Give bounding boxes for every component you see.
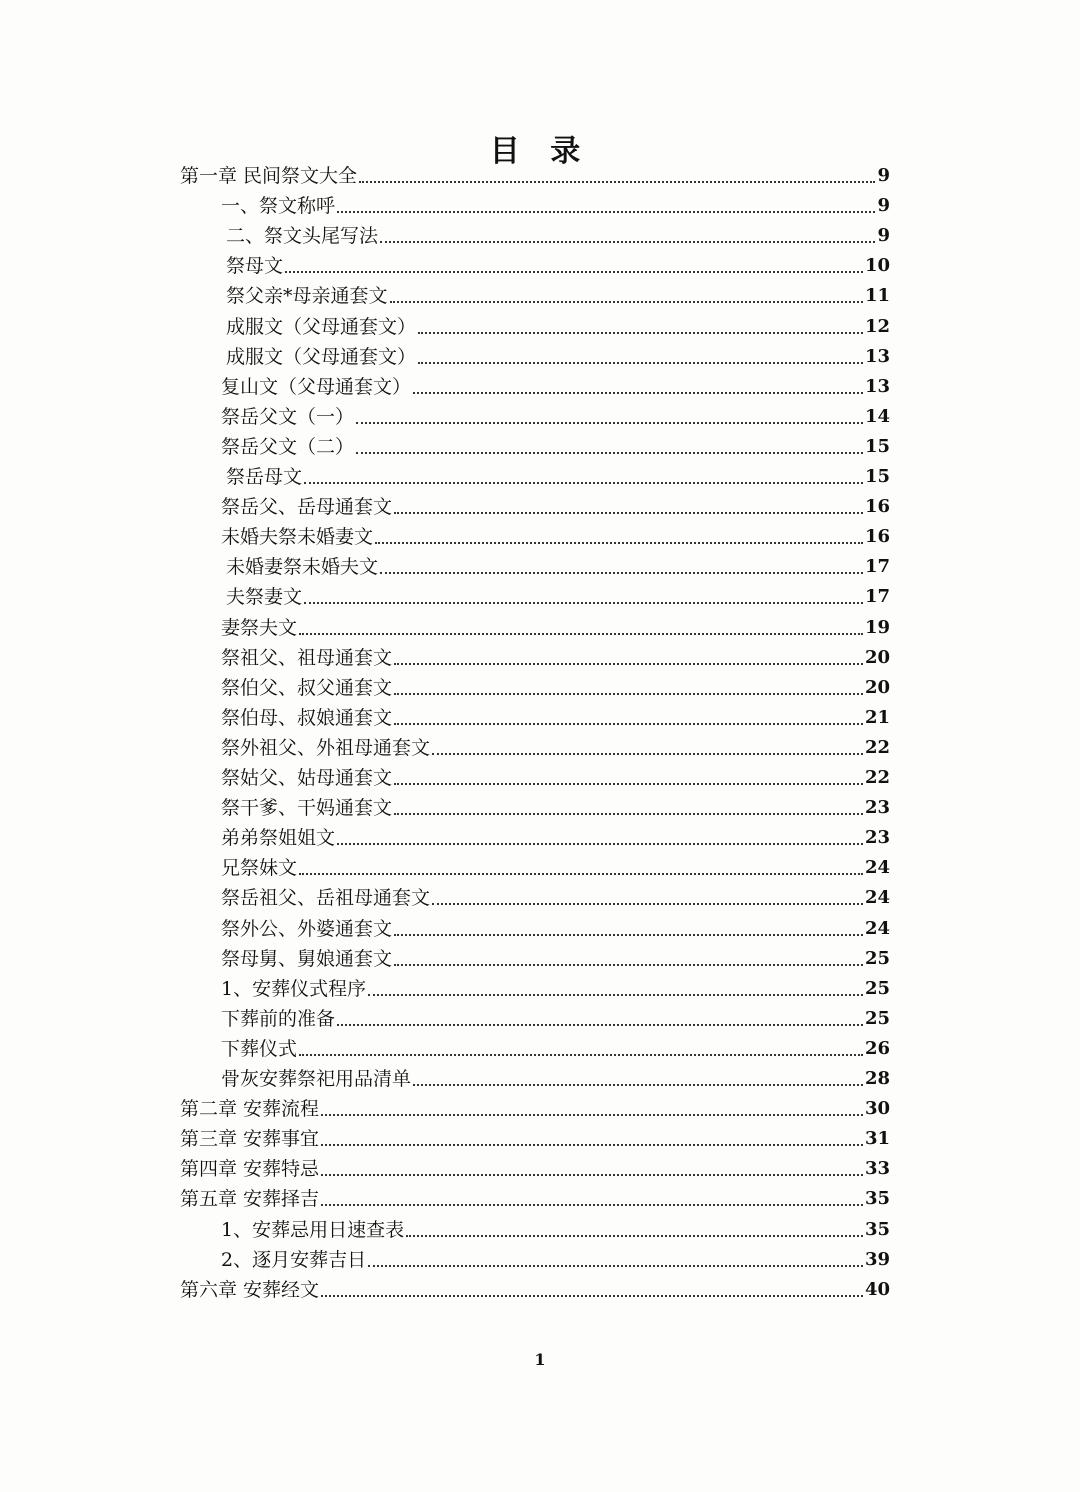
dot-leader — [321, 1114, 863, 1116]
toc-entry-page: 35 — [864, 1218, 890, 1240]
toc-entry-label: 2、逐月安葬吉日 — [221, 1248, 367, 1271]
toc-entry-page: 12 — [864, 315, 890, 337]
toc-entry-page: 15 — [864, 466, 890, 487]
dot-leader — [285, 271, 863, 273]
dot-leader — [299, 1054, 863, 1056]
toc-entry-label: 第六章 安葬经文 — [180, 1278, 320, 1301]
toc-entry — [221, 1246, 890, 1274]
toc-entry-label: 祭岳母文 — [226, 466, 303, 488]
toc-entry-label: 弟弟祭姐姐文 — [221, 827, 336, 850]
toc-entry-page: 22 — [864, 736, 890, 758]
toc-entry-label: 骨灰安葬祭祀用品清单 — [221, 1068, 412, 1090]
dot-leader — [321, 1174, 863, 1176]
toc-entry — [226, 343, 890, 371]
dot-leader — [413, 392, 863, 394]
toc-entry-label: 未婚夫祭未婚妻文 — [221, 526, 374, 549]
toc-entry — [221, 1065, 890, 1093]
toc-entry-label: 第二章 安葬流程 — [180, 1098, 320, 1121]
toc-entry — [221, 794, 890, 822]
dot-leader — [359, 181, 875, 183]
toc-entry — [221, 945, 890, 973]
dot-leader — [368, 994, 863, 996]
toc-entry-label: 祭岳父文（二） — [221, 435, 355, 458]
dot-leader — [406, 1235, 863, 1237]
toc-entry — [180, 1095, 890, 1123]
toc-entry-page: 35 — [864, 1188, 890, 1210]
toc-entry — [226, 463, 890, 491]
toc-entry-page: 23 — [864, 827, 890, 849]
toc-entry — [221, 1216, 890, 1244]
dot-leader — [337, 211, 875, 213]
toc-entry-page: 40 — [864, 1278, 890, 1300]
dot-leader — [304, 482, 863, 484]
toc-entry — [221, 1005, 890, 1033]
toc-entry — [221, 704, 890, 732]
toc-entry — [180, 1276, 890, 1304]
dot-leader — [321, 1144, 863, 1146]
toc-entry — [180, 1125, 890, 1153]
toc-entry-label: 祭岳父文（一） — [221, 405, 355, 428]
toc-entry-label: 祭祖父、祖母通套文 — [221, 646, 393, 669]
dot-leader — [394, 663, 863, 665]
toc-entry-page: 20 — [864, 676, 890, 698]
toc-entry-label: 祭岳父、岳母通套文 — [221, 496, 393, 519]
dot-leader — [413, 1084, 863, 1086]
toc-entry — [221, 915, 890, 943]
dot-leader — [394, 693, 863, 695]
toc-entry-page: 20 — [864, 646, 890, 668]
toc-entry-page: 15 — [864, 435, 890, 457]
toc-entry-label: 祭父亲*母亲通套文 — [226, 285, 388, 308]
toc-entry-page: 26 — [864, 1037, 890, 1059]
dot-leader — [418, 362, 863, 364]
toc-entry-label: 第四章 安葬特忌 — [180, 1158, 320, 1181]
dot-leader — [380, 572, 863, 574]
dot-leader — [394, 512, 863, 514]
toc-entry-page: 30 — [864, 1098, 890, 1120]
toc-entry-page: 25 — [864, 947, 890, 969]
toc-entry-page: 13 — [864, 375, 890, 397]
toc-entry-page: 25 — [864, 1007, 890, 1029]
toc-entry — [221, 192, 890, 220]
dot-leader — [432, 753, 863, 755]
toc-entry — [180, 1185, 890, 1213]
toc-entry-page: 16 — [864, 496, 890, 518]
toc-entry-page: 22 — [864, 767, 890, 788]
toc-entry-label: 祭姑父、姑母通套文 — [221, 767, 393, 789]
toc-entry-page: 24 — [864, 857, 890, 879]
toc-entry-page: 28 — [864, 1068, 890, 1089]
toc-entry-label: 祭外公、外婆通套文 — [221, 917, 393, 940]
dot-leader — [368, 1265, 863, 1267]
toc-entry — [221, 824, 890, 852]
dot-leader — [321, 1295, 863, 1297]
toc-entry-label: 第一章 民间祭文大全 — [180, 165, 358, 187]
toc-entry — [221, 1035, 890, 1063]
toc-entry-label: 祭干爹、干妈通套文 — [221, 797, 393, 820]
toc-entry-label: 1、安葬仪式程序 — [221, 977, 367, 1000]
toc-entry — [221, 854, 890, 882]
toc-entry-page: 31 — [864, 1128, 890, 1150]
dot-leader — [299, 873, 863, 875]
dot-leader — [394, 813, 863, 815]
toc-entry-label: 1、安葬忌用日速查表 — [221, 1218, 405, 1241]
toc-entry — [221, 433, 890, 461]
toc-entry — [221, 644, 890, 672]
toc-entry — [221, 614, 890, 642]
dot-leader — [394, 783, 863, 785]
toc-entry-label: 第五章 安葬择吉 — [180, 1188, 320, 1211]
toc-entry-label: 祭伯父、叔父通套文 — [221, 676, 393, 699]
page-number: 1 — [534, 1350, 546, 1369]
toc-entry — [221, 373, 890, 401]
toc-entry-label: 祭母文 — [226, 255, 284, 278]
dot-leader — [394, 964, 863, 966]
toc-entry — [180, 162, 890, 190]
toc-entry-label: 祭岳祖父、岳祖母通套文 — [221, 887, 431, 910]
toc-entry — [221, 523, 890, 551]
toc-entry — [226, 313, 890, 341]
dot-leader — [418, 332, 863, 334]
dot-leader — [432, 903, 863, 905]
toc-entry-label: 下葬前的准备 — [221, 1007, 336, 1030]
toc-entry — [221, 674, 890, 702]
toc-entry — [226, 583, 890, 611]
toc-entry-page: 23 — [864, 797, 890, 819]
toc-entry-page: 21 — [864, 706, 890, 728]
dot-leader — [304, 602, 863, 604]
page-title: 目 录 — [489, 134, 591, 169]
toc-entry — [226, 252, 890, 280]
toc-entry — [221, 764, 890, 792]
toc-entry-page: 10 — [864, 255, 890, 277]
toc-entry — [226, 222, 890, 250]
toc-entry — [221, 493, 890, 521]
toc-entry-page: 9 — [877, 165, 890, 186]
dot-leader — [390, 301, 863, 303]
toc-entry-label: 祭外祖父、外祖母通套文 — [221, 736, 431, 759]
toc-entry-label: 成服文（父母通套文） — [226, 345, 417, 368]
dot-leader — [299, 633, 863, 635]
toc-entry — [226, 553, 890, 581]
toc-entry-page: 16 — [864, 526, 890, 548]
toc-entry-page: 9 — [877, 225, 890, 247]
toc-entry — [221, 734, 890, 762]
toc-entry-page: 25 — [864, 977, 890, 999]
toc-entry-page: 11 — [864, 285, 890, 307]
toc-entry-label: 复山文（父母通套文） — [221, 375, 412, 398]
dot-leader — [356, 422, 863, 424]
toc-entry-page: 17 — [864, 556, 890, 578]
toc-entry-label: 兄祭妹文 — [221, 857, 298, 880]
dot-leader — [394, 723, 863, 725]
toc-entry-page: 33 — [864, 1158, 890, 1180]
toc-entry-page: 24 — [864, 917, 890, 939]
toc-entry-label: 未婚妻祭未婚夫文 — [226, 556, 379, 579]
toc-entry-page: 19 — [864, 616, 890, 638]
toc-entry-label: 成服文（父母通套文） — [226, 315, 417, 338]
toc-entry-label: 妻祭夫文 — [221, 616, 298, 639]
toc-entry-label: 第三章 安葬事宜 — [180, 1128, 320, 1151]
toc-entry-label: 祭母舅、舅娘通套文 — [221, 947, 393, 970]
dot-leader — [356, 452, 863, 454]
toc-entry-page: 13 — [864, 345, 890, 367]
toc-entry — [180, 1155, 890, 1183]
toc-entry-page: 39 — [864, 1248, 890, 1270]
toc-entry-label: 下葬仪式 — [221, 1037, 298, 1060]
toc-entry-label: 夫祭妻文 — [226, 586, 303, 609]
toc-entry-page: 14 — [864, 405, 890, 427]
toc-entry-page: 24 — [864, 887, 890, 909]
dot-leader — [394, 934, 863, 936]
dot-leader — [337, 1024, 863, 1026]
dot-leader — [375, 542, 863, 544]
toc-entry — [221, 975, 890, 1003]
toc-entry — [221, 884, 890, 912]
toc-entry-page: 9 — [877, 195, 890, 217]
toc-entry-label: 祭伯母、叔娘通套文 — [221, 706, 393, 729]
dot-leader — [337, 843, 863, 845]
dot-leader — [380, 241, 875, 243]
toc-entry — [221, 403, 890, 431]
dot-leader — [321, 1204, 863, 1206]
toc-entry-label: 二、祭文头尾写法 — [226, 225, 379, 248]
toc-entry-label: 一、祭文称呼 — [221, 195, 336, 218]
toc-entry — [226, 282, 890, 310]
toc-entry-page: 17 — [864, 586, 890, 608]
